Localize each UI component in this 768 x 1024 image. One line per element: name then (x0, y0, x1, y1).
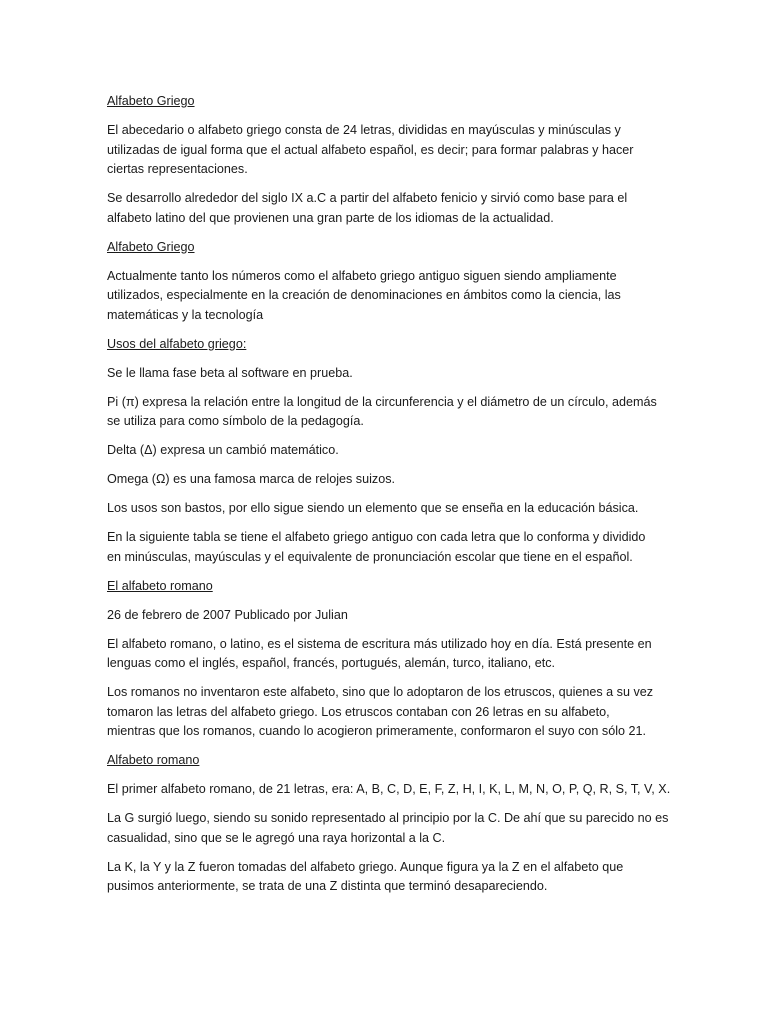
paragraph-line: Pi (π) expresa la relación entre la longitud de la circunferencia y el diámetro de un círculo, además (107, 394, 657, 409)
section-heading: Alfabeto Griego (107, 94, 195, 108)
paragraph-line: Los usos son bastos, por ello sigue siendo un elemento que se enseña en la educación básica. (107, 501, 639, 515)
paragraph-line: 26 de febrero de 2007 Publicado por Julian (107, 607, 348, 622)
paragraph (107, 528, 667, 567)
section-heading: Usos del alfabeto griego: (107, 336, 247, 351)
paragraph-line: El primer alfabeto romano, de 21 letras, era: A, B, C, D, E, F, Z, H, I, K, L, M, N, O, P, Q, R, S, T, V, X. (107, 782, 671, 796)
paragraph-line: tomaron las letras del alfabeto griego. Los etruscos contaban con 26 letras en su alfabeto, (107, 704, 610, 719)
section-heading: Alfabeto romano (107, 753, 200, 767)
paragraph-line: utilizados, especialmente en la creación de denominaciones en ámbitos como la ciencia, las (107, 288, 621, 302)
paragraph (107, 858, 667, 897)
paragraph (107, 121, 667, 180)
paragraph (107, 683, 667, 742)
paragraph-line: matemáticas y la tecnología (107, 307, 264, 322)
paragraph-line: El alfabeto romano, o latino, es el sistema de escritura más utilizado hoy en día. Está presente en (107, 636, 652, 651)
paragraph (107, 635, 667, 674)
paragraph-line: pusimos anteriormente, se trata de una Z distinta que terminó desapareciendo. (107, 879, 548, 893)
paragraph (107, 499, 667, 519)
paragraph-line: La G surgió luego, siendo su sonido representado al principio por la C. De ahí que su parecido no es (107, 811, 669, 825)
paragraph (107, 189, 667, 228)
section-heading: Alfabeto Griego (107, 239, 195, 254)
paragraph-line: lenguas como el inglés, español, francés, portugués, alemán, turco, italiano, etc. (107, 656, 556, 670)
paragraph (107, 470, 667, 490)
paragraph-line: Delta (Δ) expresa un cambió matemático. (107, 443, 339, 457)
paragraph-line: Los romanos no inventaron este alfabeto, sino que lo adoptaron de los etruscos, quienes a su vez (107, 685, 654, 699)
paragraph-line: utilizadas de igual forma que el actual alfabeto español, es decir; para formar palabras y hacer (107, 142, 634, 157)
paragraph (107, 780, 671, 800)
paragraph-line: En la siguiente tabla se tiene el alfabeto griego antiguo con cada letra que lo conforma y dividido (107, 530, 646, 544)
document-page (107, 92, 671, 906)
paragraph (107, 364, 667, 384)
paragraph-line: Actualmente tanto los números como el alfabeto griego antiguo siguen siendo ampliamente (107, 268, 617, 283)
paragraph-line: mientras que los romanos, cuando lo acogieron primeramente, conformaron el suyo con sólo 21. (107, 724, 647, 738)
paragraph-line: en minúsculas, mayúsculas y el equivalente de pronunciación escolar que tiene en el español. (107, 549, 633, 564)
paragraph-line: Se le llama fase beta al software en prueba. (107, 365, 353, 380)
paragraph-line: se utiliza para como símbolo de la pedagogía. (107, 414, 364, 428)
section-heading: El alfabeto romano (107, 578, 213, 593)
paragraph (107, 809, 667, 848)
paragraph-line: alfabeto latino del que provienen una gran parte de los idiomas de la actualidad. (107, 210, 554, 225)
paragraph (107, 393, 667, 432)
paragraph-line: casualidad, sino que se le agregó una raya horizontal a la C. (107, 830, 446, 845)
paragraph-line: ciertas representaciones. (107, 162, 248, 176)
paragraph (107, 606, 667, 626)
paragraph (107, 441, 667, 461)
paragraph-line: Omega (Ω) es una famosa marca de relojes suizos. (107, 472, 395, 486)
paragraph-line: La K, la Y y la Z fueron tomadas del alfabeto griego. Aunque figura ya la Z en el alfabeto que (107, 859, 624, 874)
paragraph-line: Se desarrollo alrededor del siglo IX a.C a partir del alfabeto fenicio y sirvió como base para el (107, 191, 628, 205)
paragraph-line: El abecedario o alfabeto griego consta de 24 letras, divididas en mayúsculas y minúsculas y (107, 123, 621, 137)
paragraph (107, 267, 667, 326)
